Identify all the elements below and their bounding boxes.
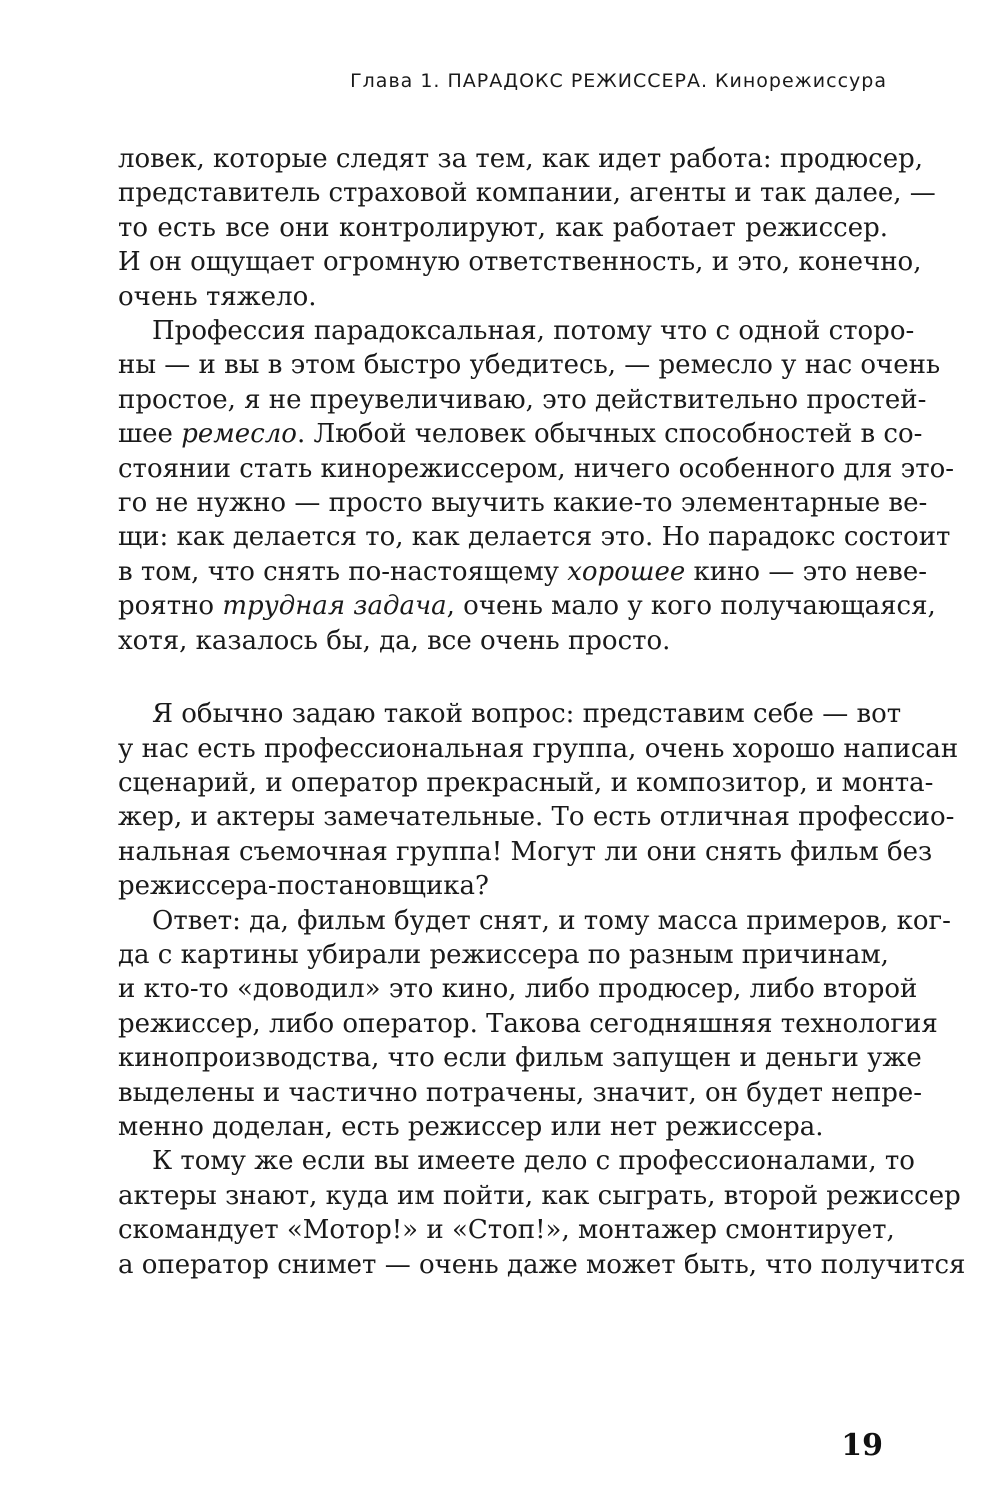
text-line: актеры знают, куда им пойти, как сыграть, второй режиссер bbox=[118, 1180, 961, 1211]
text-line: простое, я не преувеличиваю, это действительно простей- bbox=[118, 384, 927, 415]
text-line bbox=[118, 555, 927, 589]
text-line: нальная съемочная группа! Могут ли они снять фильм без bbox=[118, 836, 933, 867]
text-line: и кто-то «доводил» это кино, либо продюсер, либо второй bbox=[118, 974, 918, 1005]
text-line: скомандует «Мотор!» и «Стоп!», монтажер смонтирует, bbox=[118, 1215, 895, 1246]
page-number: 19 bbox=[841, 1428, 883, 1463]
text-line: щи: как делается то, как делается это. Но парадокс состоит bbox=[118, 522, 951, 553]
running-head: Глава 1. ПАРАДОКС РЕЖИССЕРА. Кинорежиссура bbox=[350, 70, 887, 92]
text-line: сценарий, и оператор прекрасный, и композитор, и монта- bbox=[118, 767, 934, 798]
text-run: . Любой человек обычных способностей в со- bbox=[296, 419, 923, 450]
text-line: а оператор снимет — очень даже может быть, что получится bbox=[118, 1249, 966, 1280]
text-line: Ответ: да, фильм будет снят, и тому масса примеров, ког- bbox=[152, 905, 951, 936]
text-run: кино — это неве- bbox=[685, 556, 927, 587]
text-line: режиссер, либо оператор. Такова сегодняшняя технология bbox=[118, 1008, 938, 1039]
text-run: роятно bbox=[118, 591, 223, 622]
text-line: И он ощущает огромную ответственность, и это, конечно, bbox=[118, 247, 922, 278]
text-line: у нас есть профессиональная группа, очень хорошо написан bbox=[118, 733, 959, 764]
text-line: кинопроизводства, что если фильм запущен и деньги уже bbox=[118, 1043, 922, 1074]
text-line: менно доделан, есть режиссер или нет режиссера. bbox=[118, 1111, 824, 1142]
text-line: то есть все они контролируют, как работает режиссер. bbox=[118, 212, 888, 243]
text-line: Профессия парадоксальная, потому что с одной сторо- bbox=[152, 316, 915, 347]
italic-run: ремесло bbox=[181, 419, 297, 450]
text-line: хотя, казалось бы, да, все очень просто. bbox=[118, 625, 671, 656]
text-line: го не нужно — просто выучить какие-то элементарные ве- bbox=[118, 488, 928, 519]
text-line: режиссера-постановщика? bbox=[118, 871, 489, 902]
text-line: жер, и актеры замечательные. То есть отличная профессио- bbox=[118, 802, 955, 833]
text-run: , очень мало у кого получающаяся, bbox=[446, 591, 936, 622]
text-line: ны — и вы в этом быстро убедитесь, — ремесло у нас очень bbox=[118, 350, 941, 381]
italic-run: хорошее bbox=[567, 556, 686, 587]
text-line: К тому же если вы имеете дело с профессионалами, то bbox=[152, 1146, 915, 1177]
text-line: представитель страховой компании, агенты и так далее, — bbox=[118, 178, 936, 209]
text-line: да с картины убирали режиссера по разным причинам, bbox=[118, 939, 889, 970]
text-line: ловек, которые следят за тем, как идет работа: продюсер, bbox=[118, 144, 924, 174]
text-run: шее bbox=[118, 419, 182, 450]
text-line: очень тяжело. bbox=[118, 281, 317, 312]
text-line: Я обычно задаю такой вопрос: представим себе — вот bbox=[152, 699, 902, 730]
text-run: в том, что снять по-настоящему bbox=[118, 556, 568, 587]
section-gap bbox=[118, 658, 888, 697]
body-text bbox=[118, 142, 966, 1282]
text-line: выделены и частично потрачены, значит, он будет непре- bbox=[118, 1077, 923, 1108]
italic-run: трудная задача bbox=[222, 591, 447, 622]
text-line: стоянии стать кинорежиссером, ничего особенного для это- bbox=[118, 453, 955, 484]
text-line bbox=[118, 589, 936, 623]
text-line bbox=[118, 417, 923, 451]
